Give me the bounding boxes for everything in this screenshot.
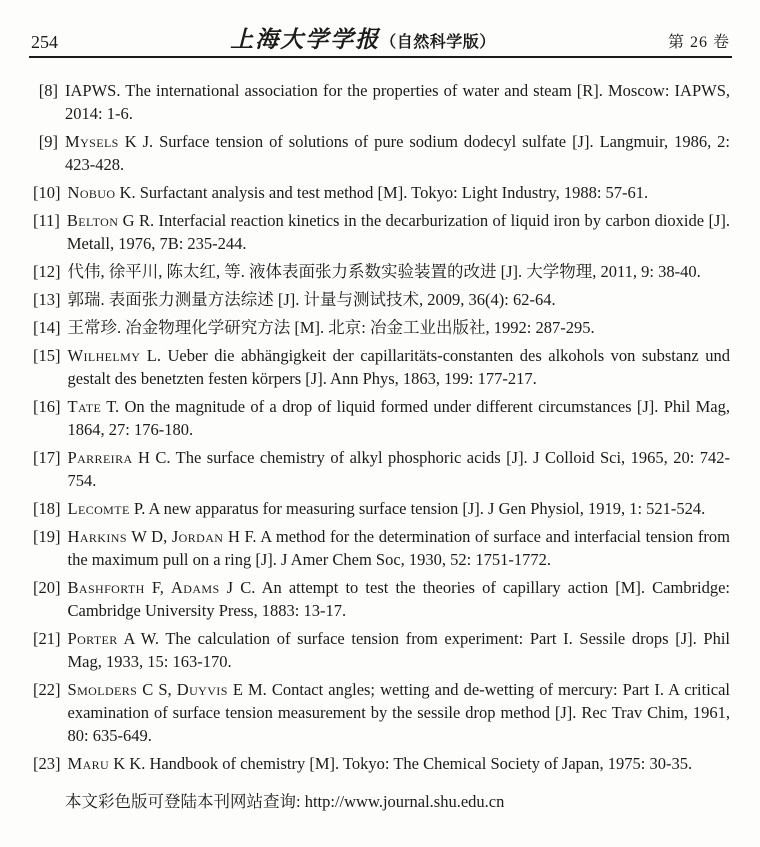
journal-title-calligraphy: 上海大学学报 [230, 27, 381, 52]
author-name-smallcaps: Adams [170, 578, 220, 597]
author-name-smallcaps: Jordan [171, 527, 224, 546]
reference-item [33, 627, 730, 673]
reference-item [33, 209, 730, 255]
reference-number: [19] [33, 527, 61, 546]
reference-number: [8] [38, 81, 58, 100]
footer-note [65, 790, 730, 813]
reference-text: Lecomte P. A new apparatus for measuring surface tension [J]. J Gen Physiol, 1919, 1: 521-524. [67, 499, 706, 518]
author-name-smallcaps: Wilhelmy [67, 346, 141, 365]
reference-text: Parreira H C. The surface chemistry of alkyl phosphoric acids [J]. J Colloid Sci, 1965, 20: 742-754. [67, 448, 730, 490]
author-name-smallcaps: Parreira [67, 448, 133, 467]
reference-number: [14] [33, 318, 61, 337]
reference-item [33, 497, 730, 520]
reference-number: [10] [33, 183, 61, 202]
reference-text: IAPWS. The international association for the properties of water and steam [R]. Moscow: IAPWS, 2014: 1-6. [65, 81, 730, 123]
reference-item [33, 344, 730, 390]
reference-number: [15] [33, 346, 61, 365]
reference-number: [22] [33, 680, 61, 699]
author-name-smallcaps: Lecomte [67, 499, 130, 518]
reference-text: Smolders C S, Duyvis E M. Contact angles; wetting and de-wetting of mercury: Part I. A critical examination of surface tension measurement by the sessile drop method [J]. Rec Trav Chim, 1961, 80: 635-649. [67, 680, 731, 745]
author-name-smallcaps: Smolders [67, 680, 138, 699]
reference-item [33, 446, 730, 492]
page-number: 254 [31, 32, 58, 52]
reference-text: Maru K K. Handbook of chemistry [M]. Tokyo: The Chemical Society of Japan, 1975: 30-35. [67, 754, 693, 773]
header-rule [29, 56, 732, 58]
reference-number: [18] [33, 499, 61, 518]
reference-number: [16] [33, 397, 61, 416]
reference-number: [13] [33, 290, 61, 309]
reference-text: Mysels K J. Surface tension of solutions of pure sodium dodecyl sulfate [J]. Langmuir, 1986, 2: 423-428. [65, 132, 730, 174]
author-name-smallcaps: Maru [67, 754, 110, 773]
reference-item [33, 260, 730, 283]
volume-label: 第 26 卷 [667, 34, 730, 51]
reference-number: [11] [33, 211, 60, 230]
reference-item [33, 525, 730, 571]
reference-item [33, 395, 730, 441]
reference-text: 代伟, 徐平川, 陈太红, 等. 液体表面张力系数实验装置的改进 [J]. 大学物理, 2011, 9: 38-40. [67, 262, 701, 281]
author-name-smallcaps: Nobuo [67, 183, 116, 202]
reference-number: [12] [33, 262, 61, 281]
author-name-smallcaps: Belton [66, 211, 119, 230]
reference-number: [20] [33, 578, 61, 597]
reference-number: [17] [33, 448, 61, 467]
author-name-smallcaps: Mysels [65, 132, 119, 151]
reference-item [33, 181, 730, 204]
journal-title-edition: （自然科学版） [380, 34, 496, 51]
author-name-smallcaps: Bashforth [67, 578, 145, 597]
journal-title [230, 28, 496, 51]
reference-item [33, 752, 730, 775]
reference-text: 王常珍. 冶金物理化学研究方法 [M]. 北京: 冶金工业出版社, 1992: 287-295. [67, 318, 595, 337]
reference-number: [21] [33, 629, 61, 648]
reference-item [33, 316, 730, 339]
author-name-smallcaps: Tate [67, 397, 102, 416]
reference-text: Wilhelmy L. Ueber die abhängigkeit der capillaritäts-constanten des alkohols von substanz und gestalt des benetzten festen körpers [J]. Ann Phys, 1863, 199: 177-217. [67, 346, 730, 388]
references-list [33, 79, 730, 775]
reference-number: [23] [33, 754, 61, 773]
reference-item [33, 130, 730, 176]
reference-item [33, 79, 730, 125]
page-header [0, 0, 760, 54]
reference-text: Porter A W. The calculation of surface tension from experiment: Part I. Sessile drops [J]. Phil Mag, 1933, 15: 163-170. [67, 629, 730, 671]
reference-item [33, 678, 730, 747]
reference-text: Bashforth F, Adams J C. An attempt to test the theories of capillary action [M]. Cambridge: Cambridge University Press, 1883: 13-17. [67, 578, 731, 620]
footer-note-text: 本文彩色版可登陆本刊网站查询: [65, 792, 305, 811]
reference-number: [9] [38, 132, 58, 151]
reference-text: Harkins W D, Jordan H F. A method for the determination of surface and interfacial tension from the maximum pull on a ring [J]. J Amer Chem Soc, 1930, 52: 1751-1772. [67, 527, 730, 569]
reference-text: Tate T. On the magnitude of a drop of liquid formed under different circumstances [J]. Phil Mag, 1864, 27: 176-180. [67, 397, 730, 439]
reference-item [33, 288, 730, 311]
reference-text: Nobuo K. Surfactant analysis and test method [M]. Tokyo: Light Industry, 1988: 57-61. [67, 183, 649, 202]
reference-text: Belton G R. Interfacial reaction kinetics in the decarburization of liquid iron by carbon dioxide [J]. Metall, 1976, 7B: 235-244. [66, 211, 730, 253]
reference-item [33, 576, 730, 622]
journal-url: http://www.journal.shu.edu.cn [304, 792, 505, 811]
author-name-smallcaps: Porter [67, 629, 118, 648]
author-name-smallcaps: Duyvis [176, 680, 228, 699]
author-name-smallcaps: Harkins [67, 527, 127, 546]
reference-text: 郭瑞. 表面张力测量方法综述 [J]. 计量与测试技术, 2009, 36(4): 62-64. [67, 290, 556, 309]
